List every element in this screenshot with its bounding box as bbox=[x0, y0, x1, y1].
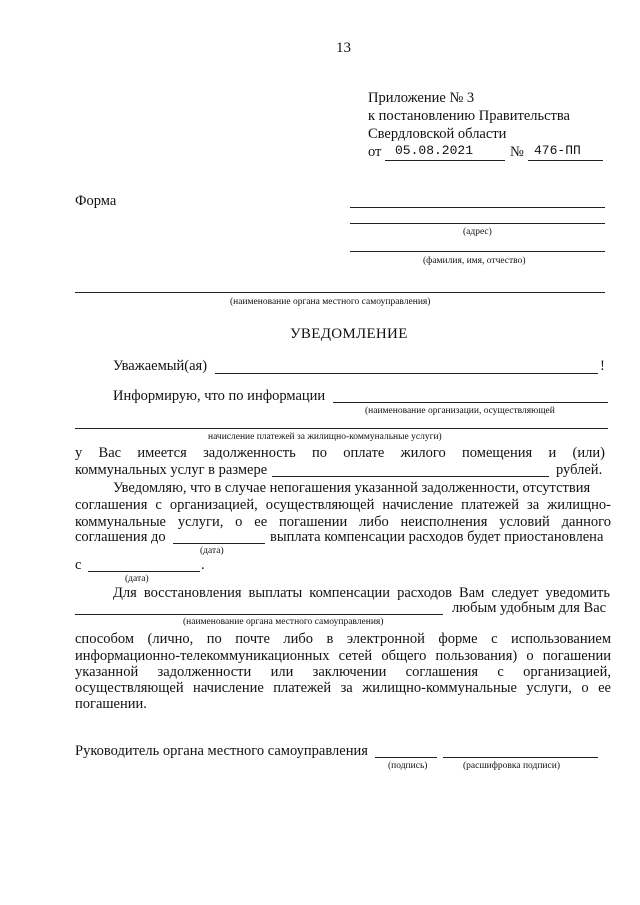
from-end: . bbox=[201, 557, 205, 573]
debt-word: Вас bbox=[98, 445, 122, 461]
resume-line-2-suffix: любым удобным для Вас bbox=[452, 600, 607, 616]
name-line bbox=[350, 251, 605, 252]
resume-line-1: Для восстановления выплаты компенсации расходов Вам следует уведомить bbox=[113, 585, 610, 601]
debt-word: задолженность bbox=[203, 445, 296, 461]
debt-word: жилого bbox=[400, 445, 446, 461]
local-authority-caption-2: (наименование органа местного самоуправления) bbox=[183, 617, 384, 627]
address-line-2 bbox=[350, 223, 605, 224]
signature-caption: (подпись) bbox=[388, 761, 428, 771]
page-number: 13 bbox=[336, 40, 351, 56]
org-name-caption-2: начисление платежей за жилищно-коммунальные услуги) bbox=[208, 432, 442, 442]
debt-word: по bbox=[311, 445, 327, 461]
appendix-line-3: Свердловской области bbox=[368, 126, 507, 142]
date-underline bbox=[385, 160, 505, 161]
method-line-3: указанной задолженности или заключении соглашения с организацией, bbox=[75, 664, 611, 680]
debt-word: и bbox=[548, 445, 557, 461]
form-label: Форма bbox=[75, 193, 117, 209]
document-title: УВЕДОМЛЕНИЕ bbox=[290, 326, 408, 342]
signature-line bbox=[375, 757, 437, 758]
inform-underline bbox=[333, 402, 608, 403]
notify-line-4-prefix: соглашения до bbox=[75, 529, 166, 545]
method-line-4: осуществляющей начисление платежей за жилищно-коммунальные услуги, о ее bbox=[75, 680, 611, 696]
method-line-2: информационно-телекоммуникационных сетей общего пользования) о погашении bbox=[75, 648, 611, 664]
address-line-1 bbox=[350, 207, 605, 208]
notify-line-1-text: Уведомляю, что в случае непогашения указанной задолженности, отсутствия bbox=[113, 480, 591, 496]
utilities-amount-line bbox=[272, 476, 549, 477]
notify-line-3: коммунальные услуги, о ее погашении либо неисполнения условий данного bbox=[75, 514, 611, 530]
debt-word: у bbox=[75, 445, 83, 461]
signature-decoding-line bbox=[443, 757, 598, 758]
appendix-date: 05.08.2021 bbox=[395, 143, 474, 158]
full-name-caption: (фамилия, имя, отчество) bbox=[423, 256, 526, 266]
local-authority-caption: (наименование органа местного самоуправления) bbox=[230, 297, 431, 307]
appendix-from-label: от bbox=[368, 144, 382, 160]
from-prefix: с bbox=[75, 557, 82, 573]
date-caption-1: (дата) bbox=[200, 546, 224, 556]
notify-date-line bbox=[173, 543, 265, 544]
inform-text: Информирую, что по информации bbox=[113, 388, 326, 404]
utilities-suffix: рублей. bbox=[556, 462, 603, 478]
appendix-line-2: к постановлению Правительства bbox=[368, 108, 570, 124]
debt-line bbox=[75, 445, 605, 462]
method-line-1: способом (лично, по почте либо в электронной форме с использованием bbox=[75, 631, 611, 647]
greeting-end: ! bbox=[600, 358, 605, 374]
greeting-text: Уважаемый(ая) bbox=[113, 358, 208, 374]
number-underline bbox=[528, 160, 603, 161]
method-line-5: погашении. bbox=[75, 696, 147, 712]
org-name-line bbox=[75, 428, 608, 429]
local-authority-line bbox=[75, 292, 605, 293]
date-caption-2: (дата) bbox=[125, 574, 149, 584]
address-caption: (адрес) bbox=[463, 227, 492, 237]
greeting-underline bbox=[215, 373, 598, 374]
appendix-line-1: Приложение № 3 bbox=[368, 90, 475, 106]
debt-word: помещения bbox=[462, 445, 533, 461]
notify-line-2: соглашения с организацией, осуществляющей начисление платежей за жилищно- bbox=[75, 497, 611, 513]
signature-decoding-caption: (расшифровка подписи) bbox=[463, 761, 560, 771]
utilities-prefix: коммунальных услуг в размере bbox=[75, 462, 268, 478]
appendix-number-label: № bbox=[510, 144, 524, 160]
debt-word: имеется bbox=[137, 445, 187, 461]
appendix-number: 476-ПП bbox=[534, 143, 581, 158]
notify-line-4-suffix: выплата компенсации расходов будет приостановлена bbox=[270, 529, 604, 545]
resume-authority-line bbox=[75, 614, 443, 615]
debt-word: (или) bbox=[572, 445, 605, 461]
notify-line-1 bbox=[113, 480, 610, 497]
org-name-caption-1: (наименование организации, осуществляющей bbox=[365, 406, 555, 416]
signature-label: Руководитель органа местного самоуправления bbox=[75, 743, 368, 759]
debt-word: оплате bbox=[343, 445, 385, 461]
from-date-line bbox=[88, 571, 200, 572]
